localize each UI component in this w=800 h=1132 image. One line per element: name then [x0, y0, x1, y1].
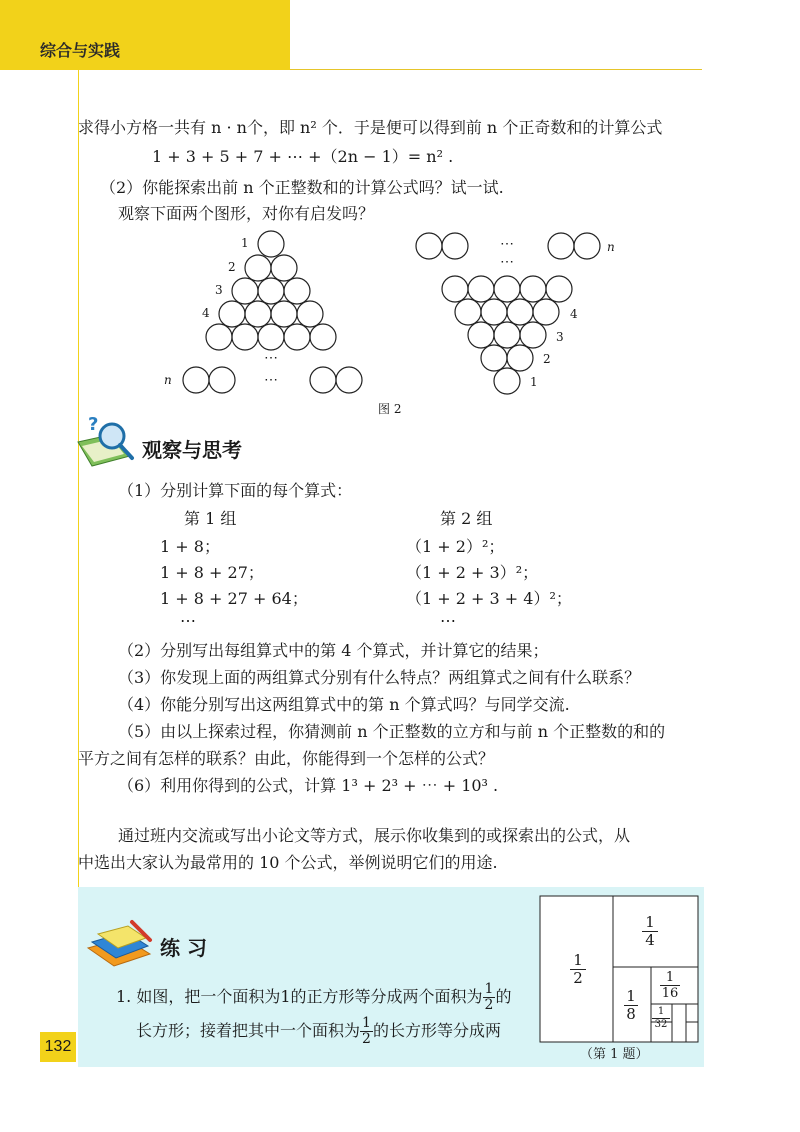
group2-expr-1: （1 + 2）²； — [406, 537, 505, 556]
question-2: （2）你能探索出前 n 个正整数和的计算公式吗？试一试. — [100, 178, 504, 197]
page-number: 132 — [40, 1032, 76, 1062]
fig-frac-half: $\frac{1}{2}$ — [570, 952, 586, 987]
left-label-n: n — [164, 373, 172, 387]
group2-expr-3: （1 + 2 + 3 + 4）²； — [406, 589, 572, 608]
text-line-1: 求得小方格一共有 n · n个，即 n² 个．于是便可以得到前 n 个正奇数和的计算公式 — [78, 118, 663, 137]
group1-expr-1: 1 + 8； — [160, 537, 220, 556]
fig-frac-eighth: $\frac{1}{8}$ — [624, 988, 638, 1023]
group1-dots: ⋯ — [180, 611, 196, 630]
fig-frac-thirtysecond: $\frac{1}{32}$ — [652, 1006, 670, 1031]
question-item: （2）分别写出每组算式中的第 4 个算式，并计算它的结果； — [118, 641, 549, 660]
right-dots-2: ⋯ — [500, 254, 514, 270]
section-header-title: 综合与实践 — [40, 41, 121, 60]
group1-expr-2: 1 + 8 + 27； — [160, 563, 264, 582]
practice-text-d: 的长方形等分成两 — [372, 1021, 501, 1040]
fig-frac-sixteenth: $\frac{1}{16}$ — [661, 970, 679, 1001]
right-label-2: 2 — [543, 352, 551, 366]
group-1-title: 第 1 组 — [184, 509, 237, 528]
formula-odd-sum: 1 + 3 + 5 + 7 + ⋯ +（2n − 1）= n² . — [152, 147, 454, 166]
group2-expr-2: （1 + 2 + 3）²； — [406, 563, 539, 582]
practice-text-c: 长方形；接着把其中一个面积为 — [136, 1021, 361, 1040]
figure-2-caption: 图 2 — [378, 402, 402, 416]
group1-expr-3: 1 + 8 + 27 + 64； — [160, 589, 308, 608]
observe-prompt: 观察下面两个图形，对你有启发吗？ — [118, 204, 375, 223]
right-label-4: 4 — [570, 307, 578, 321]
left-label-2: 2 — [228, 260, 236, 274]
right-dots-1: ⋯ — [500, 236, 514, 252]
left-dots-1: ⋯ — [264, 350, 278, 366]
left-label-4: 4 — [202, 306, 210, 320]
practice-title: 练 习 — [160, 936, 207, 960]
fraction-half: $\frac{1}{2}$ — [362, 1015, 371, 1047]
left-label-1: 1 — [241, 236, 249, 250]
section-title-observe: 观察与思考 — [142, 438, 242, 462]
fraction-half: $\frac{1}{2}$ — [484, 981, 494, 1013]
right-label-3: 3 — [556, 330, 564, 344]
left-label-3: 3 — [215, 283, 223, 297]
question-item: （3）你发现上面的两组算式分别有什么特点？两组算式之间有什么联系？ — [118, 668, 641, 687]
practice-text-a: 1. 如图，把一个面积为1的正方形等分成两个面积为 — [116, 987, 483, 1006]
practice-text-b: 的 — [495, 987, 512, 1006]
paragraph-line-1: 通过班内交流或写出小论文等方式，展示你收集到的或探索出的公式，从 — [118, 826, 631, 845]
exercise-intro: （1）分别计算下面的每个算式： — [118, 481, 353, 500]
question-item: （6）利用你得到的公式，计算 1³ + 2³ + ⋯ + 10³ . — [118, 776, 499, 795]
question-item: 平方之间有怎样的联系？由此，你能得到一个怎样的公式？ — [78, 749, 495, 768]
right-label-n: n — [607, 240, 615, 254]
group2-dots: ⋯ — [440, 611, 456, 630]
group-2-title: 第 2 组 — [440, 509, 493, 528]
right-label-1: 1 — [530, 375, 538, 389]
figure-1-caption: （第 1 题） — [580, 1047, 649, 1062]
question-item: （4）你能分别写出这两组算式中的第 n 个算式吗？与同学交流. — [118, 695, 570, 714]
left-dots-2: ⋯ — [264, 372, 278, 388]
svg-text:?: ? — [88, 414, 99, 435]
fig-frac-quarter: $\frac{1}{4}$ — [642, 914, 658, 949]
question-item: （5）由以上探索过程，你猜测前 n 个正整数的立方和与前 n 个正整数的和的 — [118, 722, 666, 741]
paragraph-line-2: 中选出大家认为最常用的 10 个公式，举例说明它们的用途. — [78, 853, 498, 872]
